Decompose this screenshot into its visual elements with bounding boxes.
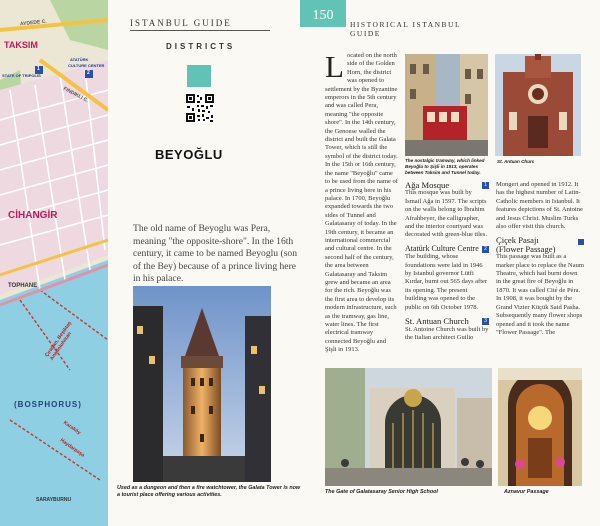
- qr-code-icon: [185, 93, 215, 123]
- section-title: DISTRICTS: [166, 42, 236, 51]
- aznavur-passage-photo: [498, 368, 582, 486]
- map-label-taksim: TAKSIM: [4, 40, 38, 50]
- tram-photo: [405, 54, 488, 156]
- left-running-header: ISTANBUL GUIDE: [130, 18, 270, 31]
- st-antuan-text: St. Antoine Church was built by the Italian architect Guilio: [405, 325, 489, 341]
- map-label-bosphorus: (BOSPHORUS): [14, 400, 82, 409]
- st-antuan-number: 3: [482, 318, 489, 325]
- ataturk-centre-number: 2: [482, 246, 489, 253]
- galatasaray-gate-photo: [325, 368, 492, 486]
- gate-caption: The Gate of Galatasaray Senior High School: [325, 489, 438, 495]
- map-label-sarayburnu: SARAYBURNU: [36, 497, 72, 503]
- church-caption: St. Antuan Churc: [497, 159, 535, 164]
- church-photo: [495, 54, 581, 156]
- map-label-haydarpasa: Haydarpaşa: [58, 437, 86, 459]
- aga-mosque-text: This mosque was built by İsmail Ağa in 1597. The scripts on the walls belong to İbrahim Afrahbeyer, the calligrapher, and the interior courtyard was decorated with green-blue tiles.: [405, 189, 487, 239]
- map-graphic: [0, 0, 108, 526]
- cicek-pasaji-title: Çiçek Pasajı (Flower Passage): [496, 235, 556, 254]
- district-name: BEYOĞLU: [155, 147, 223, 162]
- map-label-state: STATE OF TRIPOLIS: [2, 73, 41, 78]
- district-map: [0, 0, 108, 526]
- galata-caption: Used as a dungeon and then a fire watchtower, the Galata Tower is now a tourist place offering various activities.: [117, 485, 301, 498]
- map-pin-2: 2: [87, 70, 90, 76]
- cicek-pasaji-text: This passage was built as a marker place to replace the Naum Theatre, which had burnt down in the great fire of Beyoğlu in 1870. It was called Cité de Péra. In 1908, it was bought by the Grand Vizier Küçük Said Pasha. Subsequently many flower shops opened and it took the name "Flower Passage". The: [496, 253, 584, 336]
- map-label-avenue-right: FINDIKLI C.: [62, 85, 90, 105]
- galata-tower-photo: [133, 286, 271, 482]
- district-intro: The old name of Beyoglu was Pera, meaning "the opposite-shore". In the 16th century, it came to be named Beyoglu (son of the Bey) because of a prince living here in his palace.: [133, 223, 298, 285]
- right-running-header: HISTORICAL ISTANBUL GUIDE: [350, 20, 461, 38]
- aga-mosque-number: 1: [482, 182, 489, 189]
- tram-caption: The nostalgic tramway, which linked Beyoğlu to Şişli in 1913, operates between Taksim and Tunnel today.: [405, 158, 485, 175]
- intro-column: [325, 49, 398, 355]
- ataturk-centre-text: The building, whose foundations were laid in 1946 by Istanbul governor Lütfi Kırdar, burnt out 565 days after its opening. The present building was opened to the public on 6th October 1978.: [405, 253, 488, 311]
- intro-text: ocated on the north side of the Golden Horn, the district was opened to settlement by the Byzantine emperors in the 5th century and was called Pera, meaning "the opposite shore". In the 14th century, the Genoese walled the district and built the Galata Tower, which is still the symbol of the district today. In the 15th or 16th century, the name "Beyoğlu" came to be used from the name of a prince living here in his palace. In 1700, Beyoğlu expanded towards the two sides of Tunnel and Galatasaray of today. In the 19th century, it became an international commercial and cultural centre. In the second half of the century, the area between Galatasaray and Taksim grew and became an area for the rich. Beyoğlu was the first area to develop its modern infrastructure, such as the tramway, gas line, water lines. The first electrical tramway connected Beyoğlu and Şişli in 1913.: [325, 52, 398, 354]
- st-antuan-text-continued: Mongeri and opened in 1912. It has the highest number of Latin-Catholic members in Istanbul. It features depictions of St. Antoine and Jesus Christ. Muslim Turks also offer visit this church.: [496, 181, 583, 231]
- sights-column: [405, 181, 489, 342]
- map-label-culture-center: CULTURE CENTER: [68, 63, 105, 68]
- ataturk-centre-title: Atatürk Culture Centre: [405, 243, 479, 253]
- map-label-tophane: TOPHANE: [8, 283, 38, 289]
- page-number: 150: [300, 0, 346, 27]
- color-tab: [187, 65, 211, 87]
- aznavur-caption: Aznavur Passage: [504, 489, 549, 495]
- map-label-ataturk: ATATÜRK: [70, 57, 89, 62]
- map-label-karakoy: Karaköy: [62, 419, 82, 437]
- map-label-ciragan: Çırağan, Beşiktaş Anadoluhisarı: [44, 320, 74, 362]
- drop-cap: L: [325, 49, 344, 84]
- aga-mosque-title: Ağa Mosque: [405, 180, 450, 190]
- st-antuan-title: St. Antuan Church: [405, 316, 469, 327]
- sights-column-right: [496, 181, 584, 337]
- map-pin-1: 1: [37, 66, 40, 72]
- map-label-avenue-top: AYDEDE C.: [19, 18, 48, 28]
- map-label-cihangir: CİHANGİR: [8, 210, 58, 221]
- cicek-pasaji-marker-icon: [578, 239, 584, 245]
